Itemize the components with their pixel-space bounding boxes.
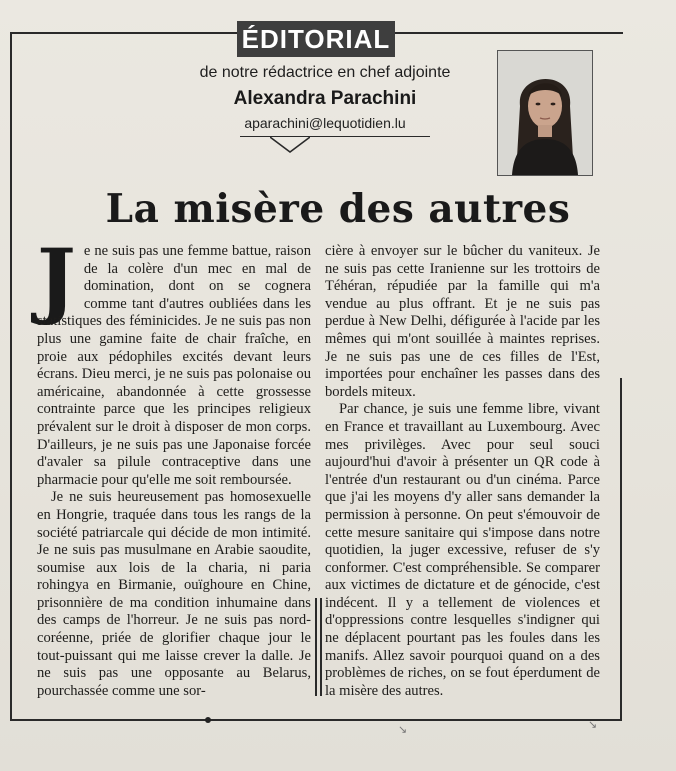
- paragraph: Par chance, je suis une femme libre, vivant en France et travaillant au Luxembourg. Avec mes privilèges. Avec pour seul souci aujourd'hui d'avoir à présenter un QR code à l'entrée d'un restaurant ou d'un cinéma. Parce que j'ai les moyens d'y aller sans demander la permission à personne. On peut s'émouvoir de cette mesure sanitaire qui s'impose dans notre quotidien, la juger excessive, refuser de s'y conformer. C'est compréhensible. Se comparer aux victimes de dictature et de génocide, c'est indécent. Il y a tellement de violences et d'oppressions contre lesquelles s'indigner qui ne déplacent pourtant pas les foules dans les manifs. Allez savoir pourquoi quand on a des problèmes de riches, on se fout éperdument de la misère des autres.: [325, 401, 600, 699]
- column-mark: [320, 598, 322, 696]
- paragraph-text: e ne suis pas une femme battue, raison de la colère d'un mec en mal de domination, dont on se cognera comme tant d'autres oubliées dans les statistiques des féminicides. Je ne suis pas non plus une gamine faite de chair fraîche, en proie aux pédophiles excités devant leurs écrans. Dieu merci, je ne suis pas polonaise ou américaine, abandonnée à cette grossesse contrainte parce que les principes religieux prévalent sur le droit à disposer de mon corps. D'ailleurs, je ne suis pas une Japonaise forcée d'avaler sa pilule contraceptive dans une pharmacie pour qu'elle me soit remboursée.: [37, 243, 311, 488]
- pencil-mark: ↘: [588, 719, 598, 731]
- author-portrait-photo: [497, 50, 593, 176]
- speech-pointer-icon: [270, 136, 310, 154]
- drop-cap: J: [37, 232, 76, 328]
- headline: La misère des autres: [105, 186, 571, 232]
- top-rule-left: [10, 32, 237, 34]
- bottom-frame-rule: [10, 719, 622, 721]
- byline-author: Alexandra Parachini: [233, 88, 417, 109]
- column-mark: [315, 598, 317, 696]
- byline-subtitle: de notre rédactrice en chef adjointe: [199, 64, 451, 81]
- left-frame-rule: [10, 32, 12, 720]
- byline-rule: [240, 136, 430, 137]
- article-column-right: [325, 243, 600, 700]
- article-column-left: [37, 232, 311, 700]
- paragraph: [37, 232, 311, 489]
- portrait-illustration: [498, 51, 592, 175]
- section-badge: ÉDITORIAL: [237, 21, 395, 57]
- paragraph: Je ne suis heureusement pas homosexuelle en Hongrie, traquée dans tous les rangs de la société patriarcale qui décide de mon intimité. Je ne suis pas musulmane en Arabie saoudite, soumise aux lois de la charia, ni paria rohingya en Birmanie, ouïghoure en Chine, prisonnière de ma condition inhumaine dans des camps de l'horreur. Je ne suis pas nord-coréenne, priée de glorifier chaque jour le tout-puissant qui me laisse crever la dalle. Je ne suis pas une opposante au Belarus, pourchassée comme une sor-: [37, 489, 311, 699]
- bullet-dot: [205, 717, 211, 723]
- right-frame-rule: [620, 378, 622, 720]
- byline-email[interactable]: aparachini@lequotidien.lu: [244, 115, 406, 131]
- top-rule-right: [395, 32, 623, 34]
- paragraph: cière à envoyer sur le bûcher du vaniteux. Je ne suis pas cette Iranienne sur les trottoirs de Téhéran, répudiée par la famille qui m'a vendue au plus offrant. Et je ne suis pas perdue à New Delhi, défigurée à l'acide par les mêmes qui m'ont souillée à maintes reprises. Je ne suis pas une de ces filles de l'Est, importées pour enchaîner les passes dans des bordels miteux.: [325, 243, 600, 400]
- pencil-mark: ↘: [398, 724, 408, 736]
